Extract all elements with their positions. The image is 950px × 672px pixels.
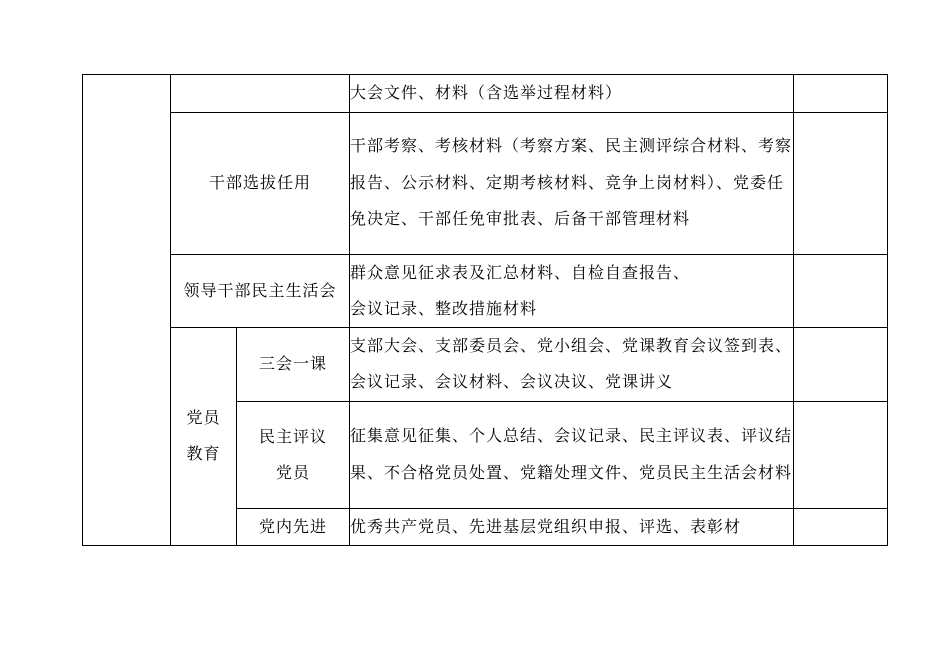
category-cell: 干部选拔任用 bbox=[171, 112, 350, 254]
empty-left-cell bbox=[83, 75, 171, 546]
category-line: 党员 bbox=[186, 408, 221, 428]
content-cell: 征集意见征集、个人总结、会议记录、民主评议表、评议结果、不合格党员处置、党籍处理文件、党员民主生活会材料 bbox=[350, 401, 794, 508]
remark-cell bbox=[794, 75, 888, 113]
remark-cell bbox=[794, 254, 888, 327]
subcategory-line: 民主评议 bbox=[258, 426, 327, 446]
subcategory-cell: 党内先进 bbox=[237, 508, 350, 546]
table-row bbox=[83, 75, 888, 113]
category-line: 教育 bbox=[186, 444, 221, 464]
remark-cell bbox=[794, 327, 888, 401]
content-cell bbox=[350, 254, 794, 327]
empty-category-cell bbox=[171, 75, 350, 113]
category-cell bbox=[171, 327, 237, 546]
remark-cell bbox=[794, 401, 888, 508]
table-row bbox=[83, 254, 888, 327]
content-line: 群众意见征求表及汇总材料、自检自查报告、 bbox=[350, 262, 691, 282]
table-row bbox=[83, 112, 888, 254]
remark-cell bbox=[794, 508, 888, 546]
subcategory-line: 党员 bbox=[275, 462, 310, 482]
subcategory-cell: 三会一课 bbox=[237, 327, 350, 401]
table-row bbox=[83, 327, 888, 401]
content-cell: 优秀共产党员、先进基层党组织申报、评选、表彰材 bbox=[350, 508, 794, 546]
content-cell: 支部大会、支部委员会、党小组会、党课教育会议签到表、会议记录、会议材料、会议决议、党课讲义 bbox=[350, 327, 794, 401]
category-cell: 领导干部民主生活会 bbox=[171, 254, 350, 327]
content-cell: 大会文件、材料（含选举过程材料） bbox=[350, 75, 794, 113]
content-line: 会议记录、整改措施材料 bbox=[350, 298, 538, 318]
content-cell: 干部考察、考核材料（考察方案、民主测评综合材料、考察报告、公示材料、定期考核材料、竞争上岗材料）、党委任免决定、干部任免审批表、后备干部管理材料 bbox=[350, 112, 794, 254]
remark-cell bbox=[794, 112, 888, 254]
archive-table bbox=[82, 74, 888, 546]
subcategory-cell bbox=[237, 401, 350, 508]
